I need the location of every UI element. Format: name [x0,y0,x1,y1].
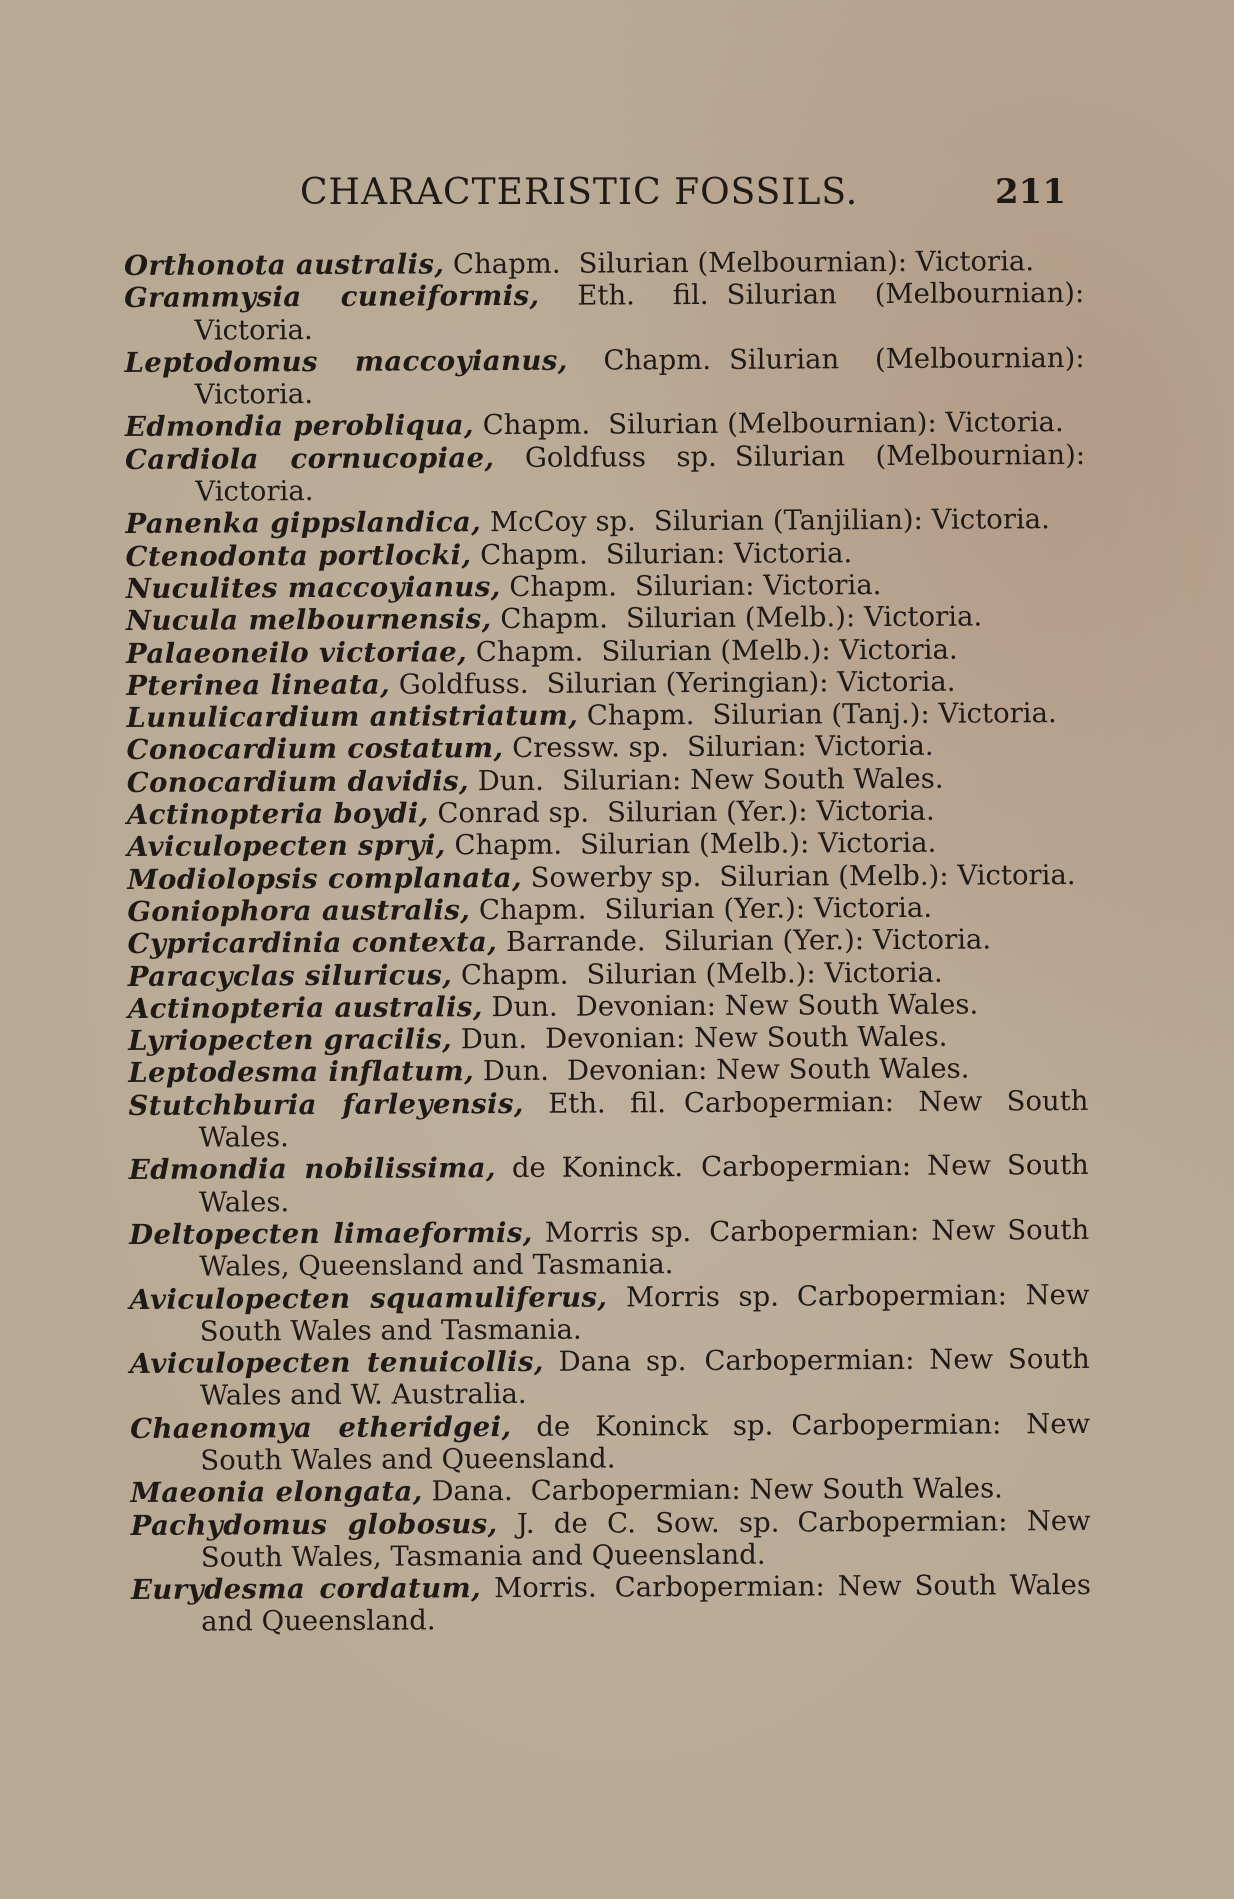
species-name: Aviculopecten spryi, [127,829,446,864]
author: Chapm. [586,699,695,732]
fossil-list [124,245,1091,1639]
author: Chapm. [603,343,712,377]
fossil-entry [130,1472,1090,1509]
fossil-entry [126,633,1086,670]
author: Morris sp. [625,1280,780,1313]
fossil-entry [128,1052,1088,1089]
species-name: Edmondia perobliqua, [124,409,474,444]
fossil-entry [130,1408,1090,1478]
geologic-range: Silurian (Tanj.): Victoria. [712,697,1057,732]
fossil-entry [128,988,1088,1025]
geologic-range: Silurian: New South Wales. [561,762,944,797]
author: Dana sp. [558,1345,687,1378]
species-name: Maeonia elongata, [130,1475,423,1510]
species-name: Ctenodonta portlocki, [125,538,472,573]
species-name: Aviculopecten tenuicollis, [129,1345,544,1381]
author: Chapm. [475,635,584,668]
author: McCoy sp. [489,505,636,539]
geologic-range: Silurian (Melbournian): Victoria. [194,277,1085,347]
author: Sowerby sp. [530,860,702,894]
author: Chapm. [454,829,563,862]
author: Chapm. [452,247,561,281]
fossil-entry [127,729,1087,766]
fossil-entry [126,536,1086,573]
fossil-entry [128,955,1088,992]
author: Goldfuss. [398,667,529,701]
species-name: Actinopteria boydi, [126,797,429,832]
geologic-range: Silurian (Melbournian): Victoria. [195,438,1086,508]
fossil-entry [127,891,1087,928]
fossil-entry [129,1278,1089,1348]
geologic-range: Silurian (Melbournian): Victoria. [608,406,1064,441]
author: Dun. [477,764,545,797]
geologic-range: Silurian (Melb.): Victoria. [719,858,1076,893]
species-name: Cypricardinia contexta, [127,926,498,961]
running-head [290,172,1070,218]
author: Chapm. [500,602,609,636]
fossil-entry [125,406,1085,443]
species-name: Edmondia nobilissima, [128,1152,497,1187]
geologic-range: Silurian (Melb.): Victoria. [579,827,937,861]
geologic-range: Carbopermian: New South Wales and W. Australia. [199,1343,1090,1413]
species-name: Aviculopecten squamuliferus, [129,1280,608,1316]
geologic-range: Silurian (Melb.): Victoria. [586,956,943,991]
geologic-range: Silurian (Yer.): Victoria. [607,794,935,829]
author: de Koninck sp. [536,1409,774,1443]
fossil-entry [126,665,1086,702]
author: Chapm. [478,893,587,927]
fossil-entry [124,245,1084,282]
species-name: Pachydomus globosus, [130,1507,498,1542]
species-name: Deltopecten limaeformis, [129,1216,533,1251]
author: Cressw. sp. [512,731,670,765]
fossil-entry [124,277,1084,347]
fossil-entry [125,342,1085,412]
author: Dun. [460,1023,528,1056]
geologic-range: Carbopermian: New South Wales, Tasmania and Queensland. [200,1504,1091,1574]
author: Barrande. [505,925,646,959]
author: Chapm. [509,570,618,603]
fossil-entry [128,1020,1088,1057]
species-name: Leptodomus maccoyianus, [124,344,568,379]
geologic-range: Silurian (Yeringian): Victoria. [546,665,956,700]
fossil-entry [131,1569,1091,1639]
species-name: Conocardium davidis, [126,764,470,799]
species-name: Nuculites maccoyianus, [125,571,501,605]
species-name: Actinopteria australis, [127,990,483,1025]
geologic-range: Devonian: New South Wales. [566,1053,970,1088]
author: Conrad sp. [437,796,590,830]
species-name: Pterinea lineata, [126,668,391,702]
geologic-range: Silurian (Yer.): Victoria. [663,923,992,958]
species-name: Lunulicardium antistriatum, [126,699,579,735]
fossil-entry [125,439,1085,509]
fossil-entry [130,1343,1090,1413]
geologic-range: Carbopermian: New South Wales, Queensland and Tasmania. [199,1213,1090,1283]
geologic-range: Silurian (Melbournian): Victoria. [578,245,1035,280]
geologic-range: Silurian (Yer.): Victoria. [604,891,933,926]
species-name: Orthonota australis, [124,248,445,282]
page-number: 211 [995,172,1066,212]
geologic-range: Carbopermian: New South Wales. [198,1084,1089,1154]
fossil-entry [127,762,1087,799]
species-name: Goniophora australis, [127,894,471,928]
fossil-entry [131,1505,1091,1575]
author: Chapm. [480,538,588,571]
geologic-range: Silurian (Melb.): Victoria. [601,633,958,668]
species-name: Grammysia cuneiformis, [124,280,540,315]
species-name: Chaenomya etheridgei, [130,1410,512,1445]
species-name: Paracyclas siluricus, [127,958,453,993]
geologic-range: Devonian: New South Wales. [544,1020,948,1055]
fossil-entry [127,859,1087,896]
fossil-entry [126,600,1086,637]
fossil-entry [128,923,1088,960]
author: J. de C. Sow. sp. [516,1506,780,1540]
species-name: Leptodesma inflatum, [128,1055,475,1090]
fossil-entry [129,1214,1089,1284]
geologic-range: Carbopermian: New South Wales. [198,1149,1089,1219]
page-title: CHARACTERISTIC FOSSILS. [300,172,859,213]
species-name: Cardiola cornucopiae, [125,441,495,476]
species-name: Lyriopecten gracilis, [128,1023,453,1058]
fossil-entry [126,568,1086,605]
species-name: Palaeoneilo victoriae, [126,635,468,670]
geologic-range: Silurian (Melb.): Victoria. [625,600,983,635]
fossil-entry [126,697,1086,734]
geologic-range: Silurian (Melbournian): Victoria. [194,341,1085,411]
fossil-entry [127,826,1087,863]
author: de Koninck. [511,1151,684,1185]
author: Eth. fil. [548,1086,667,1120]
author: Eth. fil. [577,279,709,312]
species-name: Panenka gippslandica, [125,506,482,541]
author: Chapm. [460,958,569,991]
author: Chapm. [482,409,591,442]
geologic-range: Carbopermian: New South Wales. [530,1472,1003,1508]
fossil-entry [125,503,1085,540]
geologic-range: Carbopermian: New South Wales and Tasmania. [199,1278,1090,1348]
geologic-range: Carbopermian: New South Wales and Queensland. [201,1569,1092,1639]
species-name: Eurydesma cordatum, [130,1572,482,1607]
geologic-range: Carbopermian: New South Wales and Queensland. [200,1407,1091,1477]
fossil-entry [128,1085,1088,1155]
author: Morris sp. [544,1215,692,1249]
author: Dun. [482,1055,550,1088]
author: Goldfuss sp. [524,440,717,474]
species-name: Conocardium costatum, [126,732,504,767]
author: Dana. [431,1475,513,1508]
species-name: Modiolopsis complanata, [127,861,522,896]
geologic-range: Silurian (Tanjilian): Victoria. [653,503,1050,538]
fossil-entry [127,794,1087,831]
geologic-range: Devonian: New South Wales. [575,988,979,1023]
geologic-range: Silurian: Victoria. [634,569,882,603]
species-name: Stutchburia farleyensis, [128,1087,524,1122]
fossil-entry [129,1149,1089,1219]
species-name: Nucula melbournensis, [125,603,492,638]
author: Dun. [491,990,558,1023]
geologic-range: Silurian: Victoria. [687,730,934,764]
author: Morris. [493,1571,597,1605]
geologic-range: Silurian: Victoria. [605,536,853,571]
